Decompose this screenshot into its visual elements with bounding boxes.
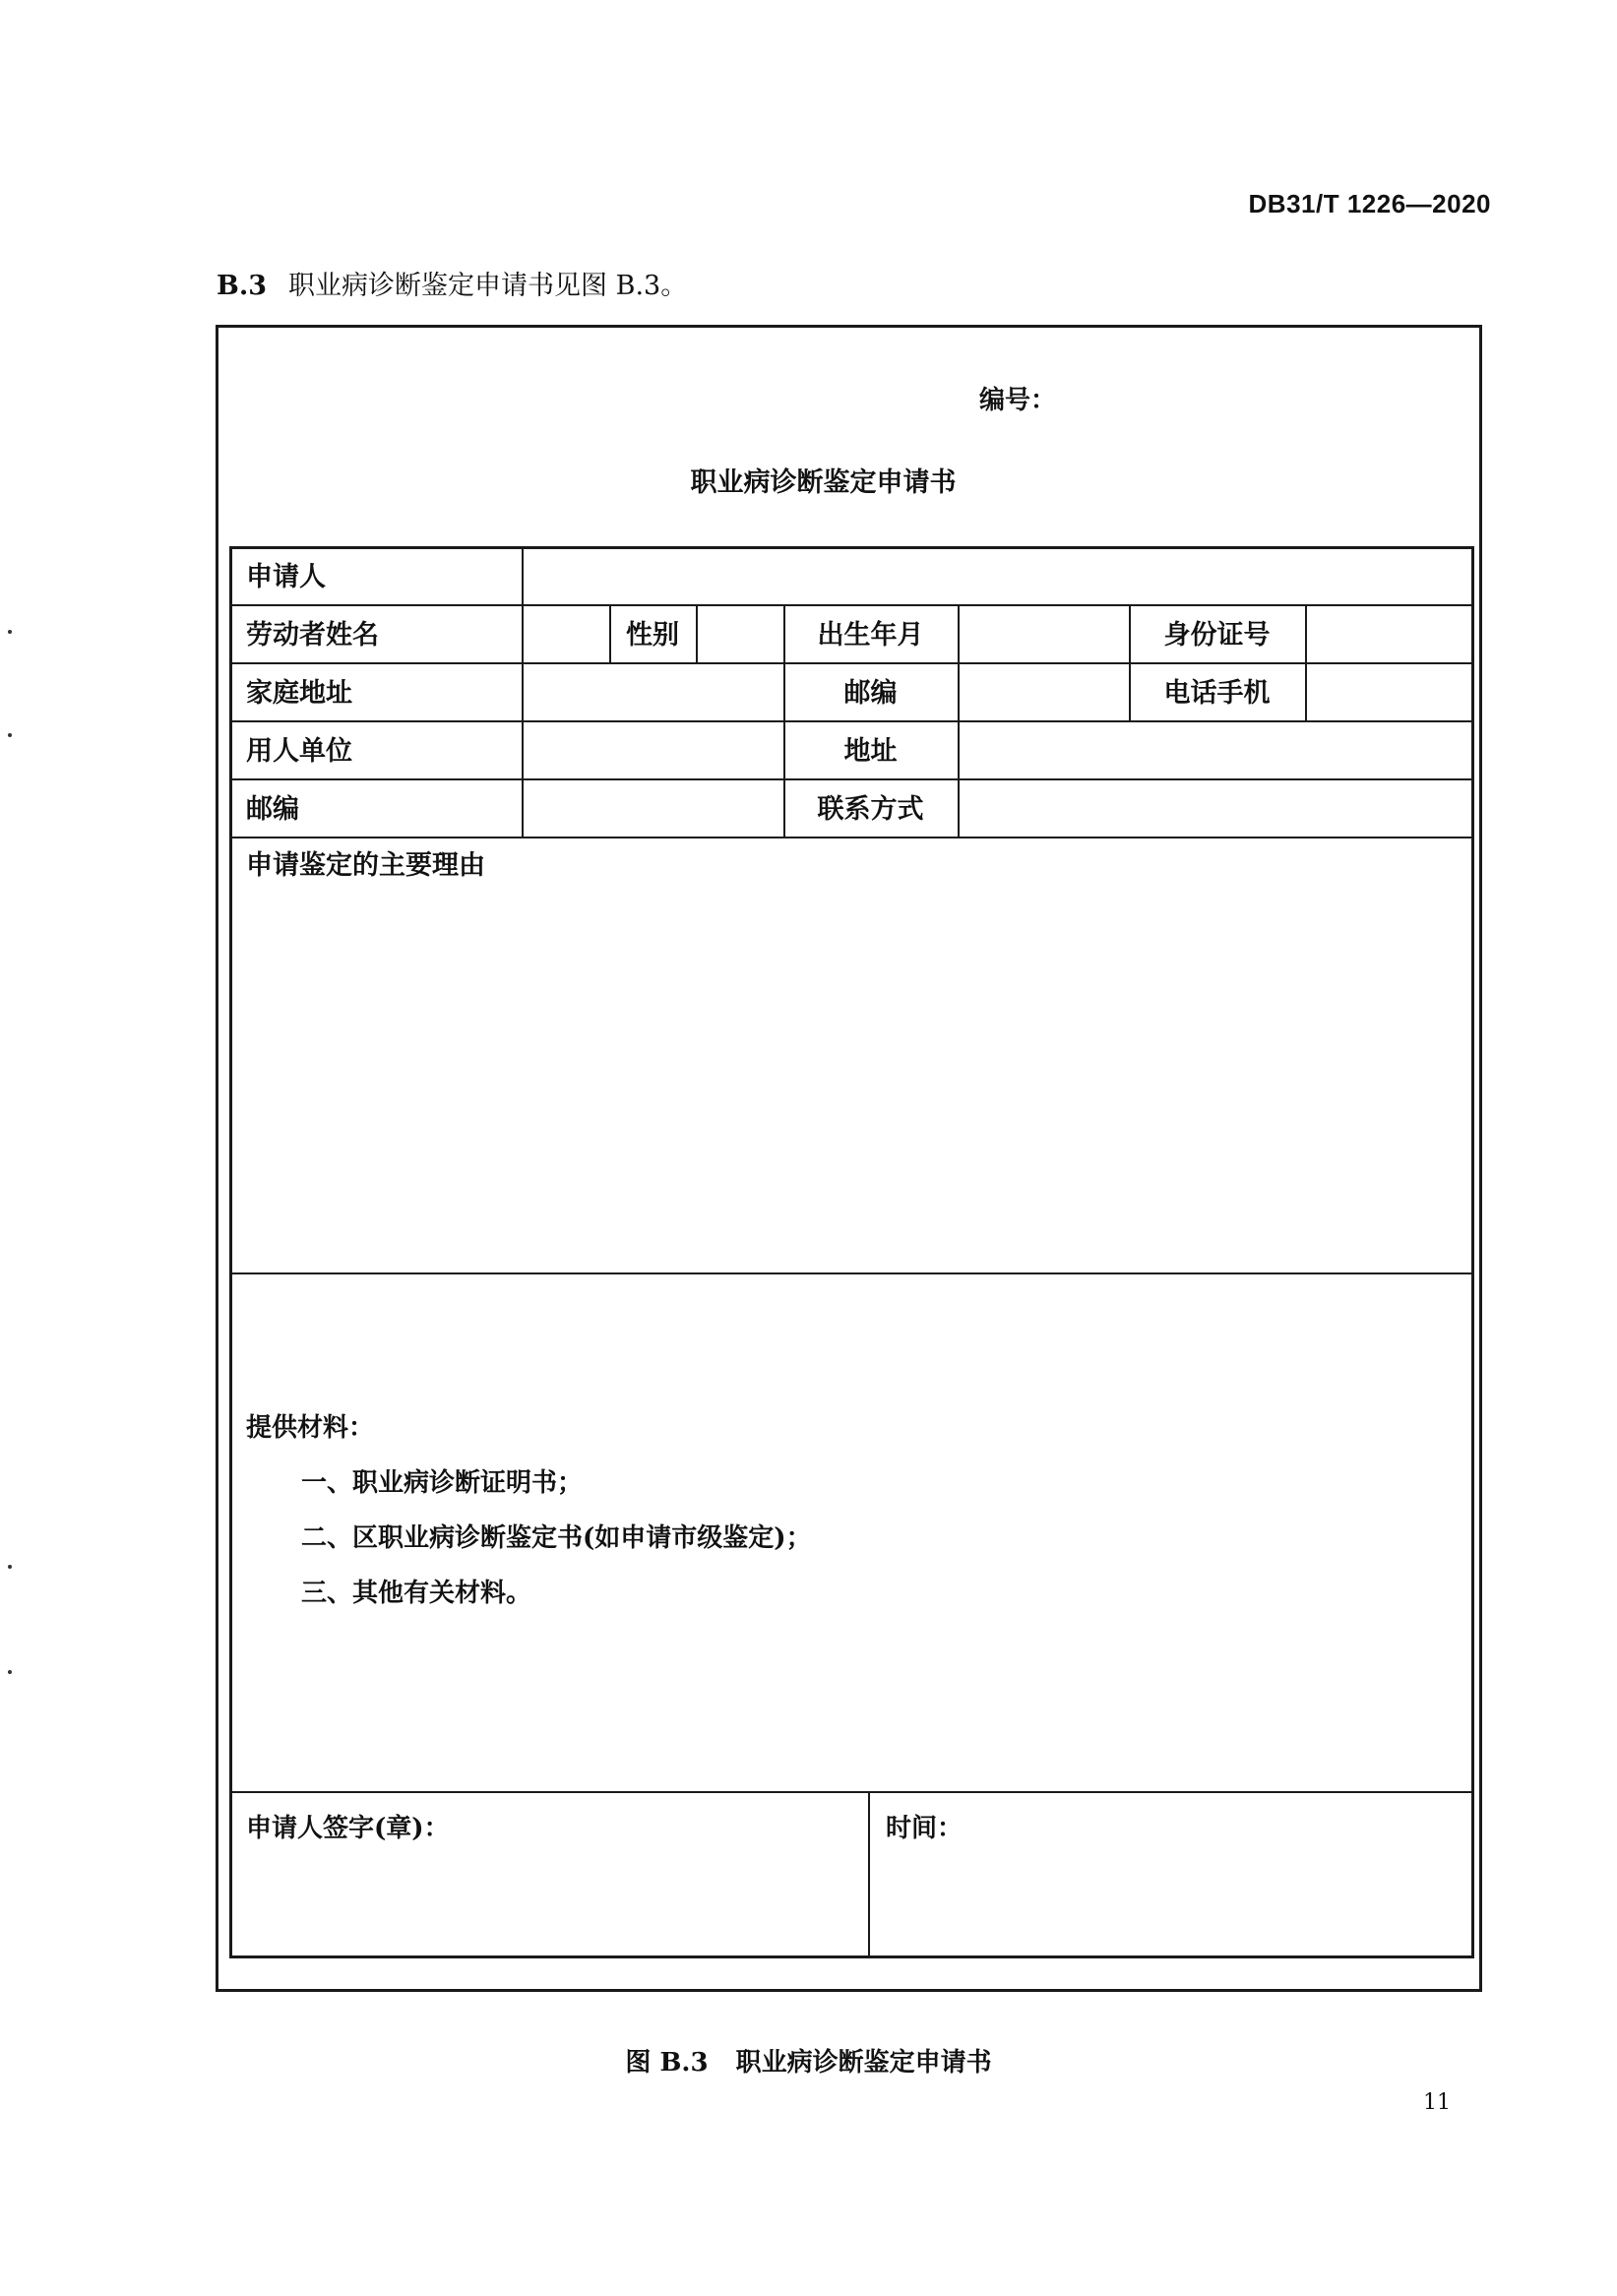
section-heading <box>217 264 687 302</box>
column-divider <box>958 604 960 838</box>
standard-code: DB31/T 1226—2020 <box>1248 189 1491 218</box>
label-phone: 电话手机 <box>1163 678 1271 709</box>
serial-number-label: 编号： <box>979 386 1057 415</box>
application-form-table <box>229 546 1474 1958</box>
margin-mark <box>8 733 12 737</box>
label-applicant: 申请人 <box>246 562 326 592</box>
label-birth-date: 出生年月 <box>817 620 924 651</box>
row-divider <box>232 778 1471 780</box>
row-divider <box>232 1272 1471 1274</box>
label-postcode: 邮编 <box>843 678 898 709</box>
section-number: B.3 <box>217 271 268 301</box>
figure-title: 职业病诊断鉴定申请书 <box>735 2048 992 2078</box>
label-employer-address: 地址 <box>843 736 898 767</box>
row-divider <box>232 837 1471 838</box>
signature-label: 申请人签字(章)： <box>246 1814 450 1843</box>
label-gender: 性别 <box>626 620 679 651</box>
figure-number: 图 B.3 <box>625 2048 709 2078</box>
row-divider <box>232 662 1471 664</box>
column-divider <box>1305 604 1307 722</box>
figure-caption <box>0 2042 1617 2079</box>
column-divider <box>522 549 524 838</box>
margin-mark <box>8 630 12 634</box>
margin-mark <box>8 1670 12 1674</box>
page-number: 11 <box>1423 2090 1451 2115</box>
row-divider <box>232 1791 1471 1793</box>
label-reason: 申请鉴定的主要理由 <box>246 850 485 881</box>
column-divider <box>696 604 698 663</box>
margin-mark <box>8 1565 12 1569</box>
form-title: 职业病诊断鉴定申请书 <box>690 467 957 498</box>
label-contact: 联系方式 <box>817 794 924 825</box>
label-worker-name: 劳动者姓名 <box>246 620 379 651</box>
materials-label: 提供材料： <box>246 1413 375 1443</box>
label-employer-postcode: 邮编 <box>246 794 299 825</box>
materials-item: 一、职业病诊断证明书； <box>301 1468 584 1498</box>
label-employer: 用人单位 <box>246 736 352 767</box>
label-home-address: 家庭地址 <box>246 678 352 709</box>
column-divider <box>868 1791 870 1955</box>
materials-item: 三、其他有关材料。 <box>301 1579 532 1608</box>
materials-item: 二、区职业病诊断鉴定书(如申请市级鉴定)； <box>301 1523 812 1553</box>
row-divider <box>232 720 1471 722</box>
section-text: 职业病诊断鉴定申请书见图 B.3。 <box>288 271 688 301</box>
time-label: 时间： <box>886 1814 964 1843</box>
label-id-number: 身份证号 <box>1163 620 1271 651</box>
row-divider <box>232 604 1471 606</box>
